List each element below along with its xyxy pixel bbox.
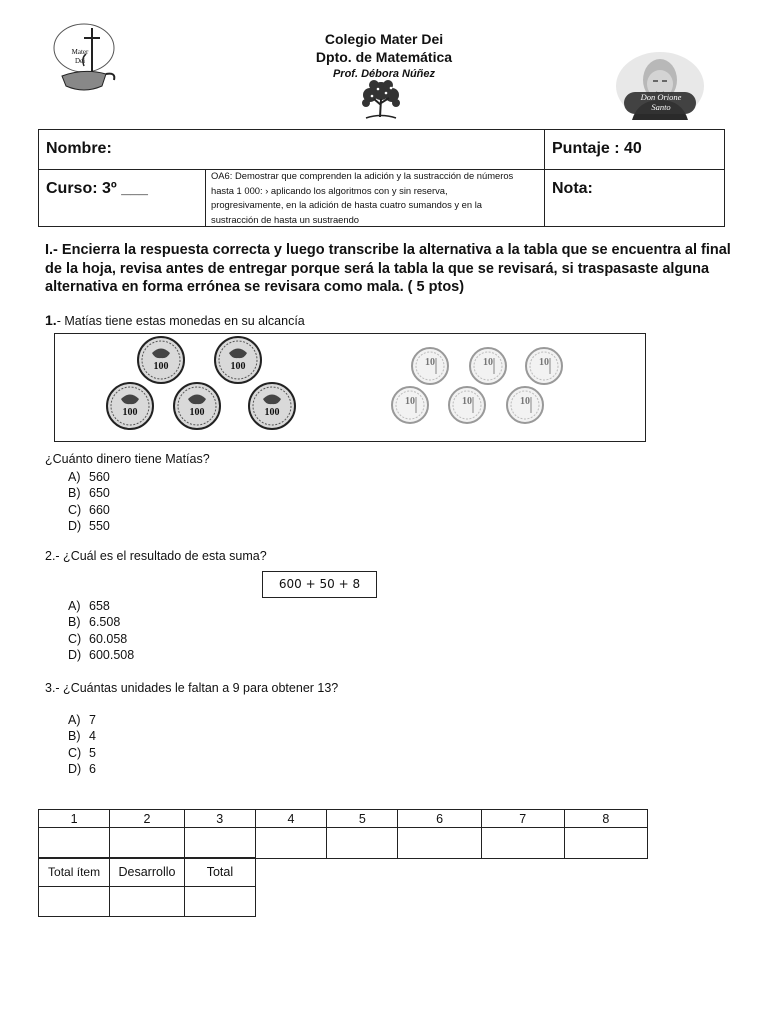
total-cell[interactable]: [184, 887, 255, 917]
coin-10-icon: [525, 347, 563, 385]
option-d[interactable]: D) 6: [68, 762, 96, 777]
coin-value: 10: [483, 357, 493, 368]
question-1-options: [68, 469, 110, 535]
option-a[interactable]: A) 658: [68, 599, 110, 613]
question-1-number: 1.: [45, 312, 57, 328]
option-b[interactable]: B) 6.508: [68, 615, 121, 630]
answer-cell[interactable]: [110, 828, 184, 859]
coin-100-icon: [173, 382, 221, 430]
coin-value: 10: [405, 396, 415, 407]
teacher-name: Prof. Débora Núñez: [332, 68, 436, 80]
option-b[interactable]: B) 4: [68, 729, 96, 744]
portrait-caption: Don Orione Santo: [640, 92, 682, 112]
logo-text: Mater Dei: [71, 48, 89, 65]
question-2-options: [68, 598, 134, 664]
score-label: Puntaje : 40: [552, 140, 642, 157]
answer-col-3: 3: [184, 810, 255, 828]
answer-cell[interactable]: [255, 828, 326, 859]
sum-expression-box: [262, 571, 377, 598]
answer-col-1: 1: [39, 810, 110, 828]
answer-col-4: 4: [255, 810, 326, 828]
coin-100-icon: [106, 382, 154, 430]
answer-col-5: 5: [327, 810, 398, 828]
coin-value: 100: [230, 361, 246, 372]
coin-value: 100: [189, 407, 205, 418]
coin-value: 100: [153, 361, 169, 372]
question-3-options: [68, 712, 96, 778]
option-c[interactable]: C) 60.058: [68, 631, 128, 646]
course-label: Curso: 3º ___: [46, 180, 148, 197]
coin-value: 100: [122, 407, 138, 418]
option-a[interactable]: A) 560: [68, 470, 110, 484]
option-d[interactable]: D) 600.508: [68, 648, 135, 663]
question-1-question: ¿Cuánto dinero tiene Matías?: [45, 452, 210, 466]
coin-10-icon: [391, 386, 429, 424]
development-cell[interactable]: [110, 887, 185, 917]
totals-table: [38, 857, 256, 917]
total-label: Total: [184, 858, 255, 887]
objective-text: : Demostrar que comprenden la adición y la sustracción de números hasta 1 000: › aplicando los algoritmos con y sin reserva, progresivamente, en la adición de hasta cuatro sumandos y en la sustracción de hasta un sustraendo: [211, 170, 514, 225]
school-name: Colegio Mater Dei: [324, 31, 444, 47]
coin-value: 10: [462, 396, 472, 407]
answer-col-8: 8: [564, 810, 647, 828]
coin-100-icon: [214, 336, 262, 384]
option-d[interactable]: D) 550: [68, 519, 110, 534]
coin-10-icon: [506, 386, 544, 424]
coin-value: 10: [425, 357, 435, 368]
answer-cell[interactable]: [398, 828, 481, 859]
grade-label: Nota:: [552, 180, 593, 197]
question-1-statement: 1.- Matías tiene estas monedas en su alcancía: [45, 312, 305, 328]
answer-col-7: 7: [481, 810, 564, 828]
coin-value: 100: [264, 407, 280, 418]
development-label: Desarrollo: [110, 858, 185, 887]
answer-col-2: 2: [110, 810, 184, 828]
total-item-label: Total ítem: [39, 858, 110, 887]
coin-value: 10: [539, 357, 549, 368]
answer-col-6: 6: [398, 810, 481, 828]
answer-cell[interactable]: [327, 828, 398, 859]
option-c[interactable]: C) 5: [68, 745, 96, 760]
answer-cell[interactable]: [39, 828, 110, 859]
instructions: I.- Encierra la respuesta correcta y luego transcribe la alternativa a la tabla que se encuentra al final de la hoja, revisa antes de entregar porque será la tabla la que se revisará, si traspasaste alguna alternativa en forma errónea se revisara como mala. ( 5 ptos): [45, 242, 731, 295]
coin-10-icon: [448, 386, 486, 424]
coin-value: 10: [520, 396, 530, 407]
coin-100-icon: [248, 382, 296, 430]
answer-cell[interactable]: [184, 828, 255, 859]
department-name: Dpto. de Matemática: [315, 49, 453, 65]
answer-cell[interactable]: [564, 828, 647, 859]
coin-10-icon: [469, 347, 507, 385]
option-b[interactable]: B) 650: [68, 486, 110, 501]
coin-100-icon: [137, 336, 185, 384]
question-2-statement: 2.- ¿Cuál es el resultado de esta suma?: [45, 549, 267, 563]
answer-table: [38, 809, 648, 859]
objective-code: OA6: [211, 170, 230, 181]
sum-expression: 600 + 50 + 8: [278, 577, 361, 591]
option-c[interactable]: C) 660: [68, 502, 110, 517]
total-item-cell[interactable]: [39, 887, 110, 917]
name-label: Nombre:: [46, 140, 112, 157]
option-a[interactable]: A) 7: [68, 713, 96, 727]
answer-cell[interactable]: [481, 828, 564, 859]
coin-10-icon: [411, 347, 449, 385]
question-3-statement: 3.- ¿Cuántas unidades le faltan a 9 para obtener 13?: [45, 681, 339, 695]
